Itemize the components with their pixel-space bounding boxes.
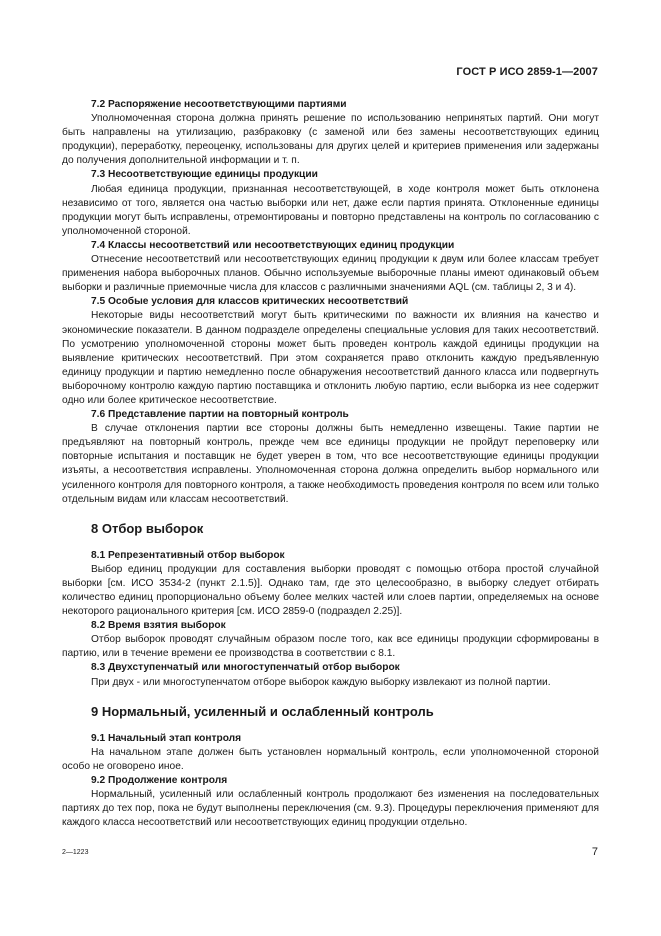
document-header: ГОСТ Р ИСО 2859-1—2007 [456, 66, 598, 78]
heading-7-5: 7.5 Особые условия для классов критических несоответствий [91, 296, 409, 308]
heading-8-2: 8.2 Время взятия выборок [91, 620, 226, 632]
heading-7-2: 7.2 Распоряжение несоответствующими партиями [91, 99, 347, 110]
para-8-1: Выбор единиц продукции для составления выборки проводят с помощью отбора простой случайной выборки [см. ИСО 3534-2 (пункт 2.1.5)]. Однако там, где это целесообразно, в выборку следует отбирать количество единиц пропорционально объему более мелких частей или слоев партии, определяемых на основе некоторого рационального критерия [см. ИСО 2859-0 (подраздел 2.25)]. [62, 563, 599, 618]
footer-code: 2—1223 [62, 849, 89, 856]
para-7-6: В случае отклонения партии все стороны должны быть немедленно извещены. Такие партии не предъявляют на повторный контроль, прежде чем все единицы продукции не пройдут переповерку или повторные испытания и поставщик не будет уверен в том, что все несоответствующие единицы продукции изъяты, а несоответствия исправлены. Уполномоченная сторона должна определить выбор нормального или усиленного контроля для повторного контроля, а также необходимость проведения контроля по всем или только отдельным видам или классам несоответствий. [62, 423, 599, 505]
heading-7-4: 7.4 Классы несоответствий или несоответствующих единиц продукции [91, 239, 455, 251]
para-8-2: Отбор выборок проводят случайным образом после того, как все единицы продукции сформированы в партию, или в течение времени ее производства в соответствии с 8.1. [62, 634, 599, 660]
section-8-title: 8 Отбор выборок [91, 520, 204, 536]
heading-8-3: 8.3 Двухступенчатый или многоступенчатый отбор выборок [91, 662, 400, 674]
heading-9-2: 9.2 Продолжение контроля [91, 774, 228, 786]
para-9-2: Нормальный, усиленный или ослабленный контроль продолжают без изменения на последовательных партиях до тех пор, пока не будут выполнены переключения (см. 9.3). Процедуры переключения применяют для каждого класса несоответствий или несоответствующих единиц продукции отдельно. [62, 789, 599, 829]
page-number: 7 [591, 846, 598, 858]
heading-8-1: 8.1 Репрезентативный отбор выборок [91, 549, 285, 561]
section-9-title: 9 Нормальный, усиленный и ослабленный контроль [91, 703, 434, 719]
para-7-3: Любая единица продукции, признанная несоответствующей, в ходе контроля может быть отклонена независимо от того, является она частью выборки или нет, даже если партия принята. Отклоненные единицы продукции могут быть исправлены, отремонтированы и повторно представлены на контроль по согласованию с уполномоченной стороной. [62, 183, 599, 237]
para-9-1: На начальном этапе должен быть установлен нормальный контроль, если уполномоченной стороной особо не оговорено иное. [62, 746, 599, 772]
para-8-3: При двух - или многоступенчатом отборе выборок каждую выборку извлекают из полной партии. [91, 676, 551, 688]
heading-7-3: 7.3 Несоответствующие единицы продукции [91, 169, 318, 181]
document-body [62, 98, 599, 830]
para-7-5: Некоторые виды несоответствий могут быть критическими по важности их влияния на качество и экономические показатели. В данном подразделе определены специальные условия для таких несоответствий. По усмотрению уполномоченной стороны может быть проведен контроль каждой единицы продукции на выявление критических несоответствий. При этом сохраняется право отклонить каждую предъявленную единицу продукции и партию немедленно после обнаружения несоответствий данного класса или подвергнуть выборочному контролю каждую партию поставщика и отклонить любую партию, если выборка из нее содержит одно или более критическое несоответствие. [62, 310, 599, 406]
heading-7-6: 7.6 Представление партии на повторный контроль [91, 409, 349, 421]
para-7-4: Отнесение несоответствий или несоответствующих единиц продукции к двум или более классам требует применения набора выборочных планов. Обычно используемые выборочные планы имеют одинаковый объем выборки и различные приемочные числа для классов с различными значениями AQL (см. таблицы 2, 3 и 4). [62, 254, 599, 294]
heading-9-1: 9.1 Начальный этап контроля [91, 732, 242, 744]
para-7-2: Уполномоченная сторона должна принять решение по использованию непринятых партий. Они могут быть направлены на утилизацию, разбраковку (с заменой или без замены несоответствующих единиц продукции), переработку, переоценку, использованы для других целей и критериев применения или задержаны до получения дополнительной информации и т. п. [62, 113, 599, 167]
